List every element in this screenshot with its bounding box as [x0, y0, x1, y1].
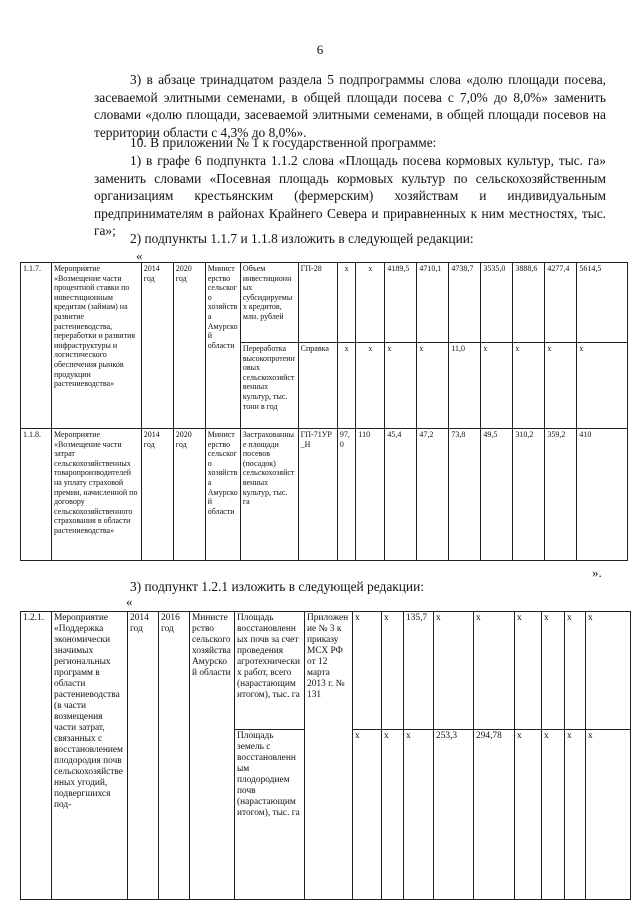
table-subitem-121	[20, 611, 631, 900]
value-cell: 4189,5	[385, 263, 417, 343]
value-cell: 359,2	[545, 429, 577, 561]
value-cell: 253,3	[434, 730, 474, 900]
value-cell: 3888,6	[513, 263, 545, 343]
indicator-source: ГП-71УР_Н	[298, 429, 337, 561]
indicator-name: Переработка высокопротеиновых сельскохозяйственных культур, тыс. тонн в год	[240, 343, 298, 429]
table-row	[21, 612, 631, 730]
start-year: 2014 год	[128, 612, 159, 900]
value-cell: 310,2	[513, 429, 545, 561]
value-cell: 4710,1	[417, 263, 449, 343]
end-year: 2020 год	[173, 429, 205, 561]
value-cell: 4277,4	[545, 263, 577, 343]
value-cell: х	[353, 612, 382, 730]
value-cell: х	[404, 730, 434, 900]
value-cell: 49,5	[481, 429, 513, 561]
paragraph-10-1: 1) в графе 6 подпункта 1.1.2 слова «Площадь посева кормовых культур, тыс. га» заменить словами «Посевная площадь кормовых культур по сельскохозяйственным организациям крестьянским (фермерским) хозяйствам и индивидуальным предпринимателям в районах Крайнего Севера и приравненных к ним местностях, тыс. га»;	[94, 153, 606, 239]
item-number: 1.1.7.	[21, 263, 52, 429]
value-cell: х	[434, 612, 474, 730]
value-cell: х	[565, 730, 586, 900]
value-cell: х	[565, 612, 586, 730]
indicator-source: ГП-28	[298, 263, 337, 343]
value-cell: х	[337, 343, 356, 429]
value-cell: 135,7	[404, 612, 434, 730]
indicator-name: Застрахованные площади посевов (посадок) сельскохозяйственных культур, тыс. га	[240, 429, 298, 561]
value-cell: 11,0	[449, 343, 481, 429]
indicator-name: Площадь восстановленных почв за счет проведения агротехнических работ, всего (нарастающим итогом), тыс. га	[235, 612, 305, 730]
value-cell: х	[353, 730, 382, 900]
indicator-source: Справка	[298, 343, 337, 429]
value-cell: 47,2	[417, 429, 449, 561]
value-cell: х	[542, 612, 565, 730]
value-cell: х	[382, 612, 404, 730]
value-cell: х	[577, 343, 628, 429]
value-cell: х	[356, 343, 385, 429]
value-cell: 97,0	[337, 429, 356, 561]
value-cell: х	[515, 730, 542, 900]
quote-open-2: «	[126, 594, 133, 609]
indicator-source: Приложение № 3 к приказу МСХ РФ от 12 марта 2013 г. № 131	[305, 612, 353, 900]
value-cell: 3535,0	[481, 263, 513, 343]
paragraph-10-2: 2) подпункты 1.1.7 и 1.1.8 изложить в следующей редакции:	[130, 231, 474, 246]
paragraph-10-3: 3) подпункт 1.2.1 изложить в следующей редакции:	[130, 579, 424, 594]
executor: Министерство сельского хозяйства Амурской области	[205, 263, 240, 429]
event-name: Мероприятие «Поддержка экономически значимых региональных программ в области растениеводства (в части возмещения части затрат, связанных с восстановлением плодородия почв сельскохозяйственных угодий, подвергшихся под-	[52, 612, 128, 900]
executor: Министерство сельского хозяйства Амурской области	[190, 612, 235, 900]
executor: Министерство сельского хозяйства Амурской области	[205, 429, 240, 561]
value-cell: х	[385, 343, 417, 429]
event-name: Мероприятие «Возмещение части затрат сельскохозяйственных товаропроизводителей на уплату страховой премии, начисленной по договору сельскохозяйственного страхования в области растениеводства»	[51, 429, 141, 561]
start-year: 2014 год	[141, 263, 173, 429]
event-name: Мероприятие «Возмещение части процентной ставки по инвестиционным кредитам (займам) на развитие растениеводства, переработки и развития инфраструктуры и логистического обеспечения рынков продукции растениеводства»	[51, 263, 141, 429]
value-cell: х	[481, 343, 513, 429]
value-cell: х	[515, 612, 542, 730]
paragraph-10: 10. В приложении № 1 к государственной программе:	[130, 135, 437, 150]
table-subitems-117-118	[20, 262, 628, 561]
table-row	[21, 429, 628, 561]
item-number: 1.2.1.	[21, 612, 52, 900]
start-year: 2014 год	[141, 429, 173, 561]
quote-close: ».	[592, 565, 602, 580]
value-cell: х	[586, 730, 631, 900]
value-cell: х	[356, 263, 385, 343]
item-number: 1.1.8.	[21, 429, 52, 561]
value-cell: х	[474, 612, 515, 730]
value-cell: х	[545, 343, 577, 429]
value-cell: 73,8	[449, 429, 481, 561]
value-cell: 4738,7	[449, 263, 481, 343]
value-cell: х	[542, 730, 565, 900]
value-cell: 5614,5	[577, 263, 628, 343]
value-cell: 410	[577, 429, 628, 561]
value-cell: х	[513, 343, 545, 429]
table-row	[21, 263, 628, 343]
page-number: 6	[316, 42, 324, 57]
end-year: 2016 год	[159, 612, 190, 900]
indicator-name: Объем инвестиционных субсидируемых кредитов, млн. рублей	[240, 263, 298, 343]
value-cell: 294,78	[474, 730, 515, 900]
paragraph-abzac-13: 3) в абзаце тринадцатом раздела 5 подпрограммы слова «долю площади посева, засеваемой элитными семенами, в общей площади посева с 7,0% до 8,0%» заменить словами «долю площади, засеваемой элитными семенами, в общей площади посевов на территории области с 4,3% до 8,0%».	[94, 72, 606, 140]
value-cell: 45,4	[385, 429, 417, 561]
value-cell: х	[586, 612, 631, 730]
value-cell: х	[337, 263, 356, 343]
value-cell: х	[382, 730, 404, 900]
indicator-name: Площадь земель с восстановленным плодородием почв (нарастающим итогом), тыс. га	[235, 730, 305, 900]
end-year: 2020 год	[173, 263, 205, 429]
quote-open-1: «	[136, 248, 143, 263]
value-cell: 110	[356, 429, 385, 561]
value-cell: х	[417, 343, 449, 429]
